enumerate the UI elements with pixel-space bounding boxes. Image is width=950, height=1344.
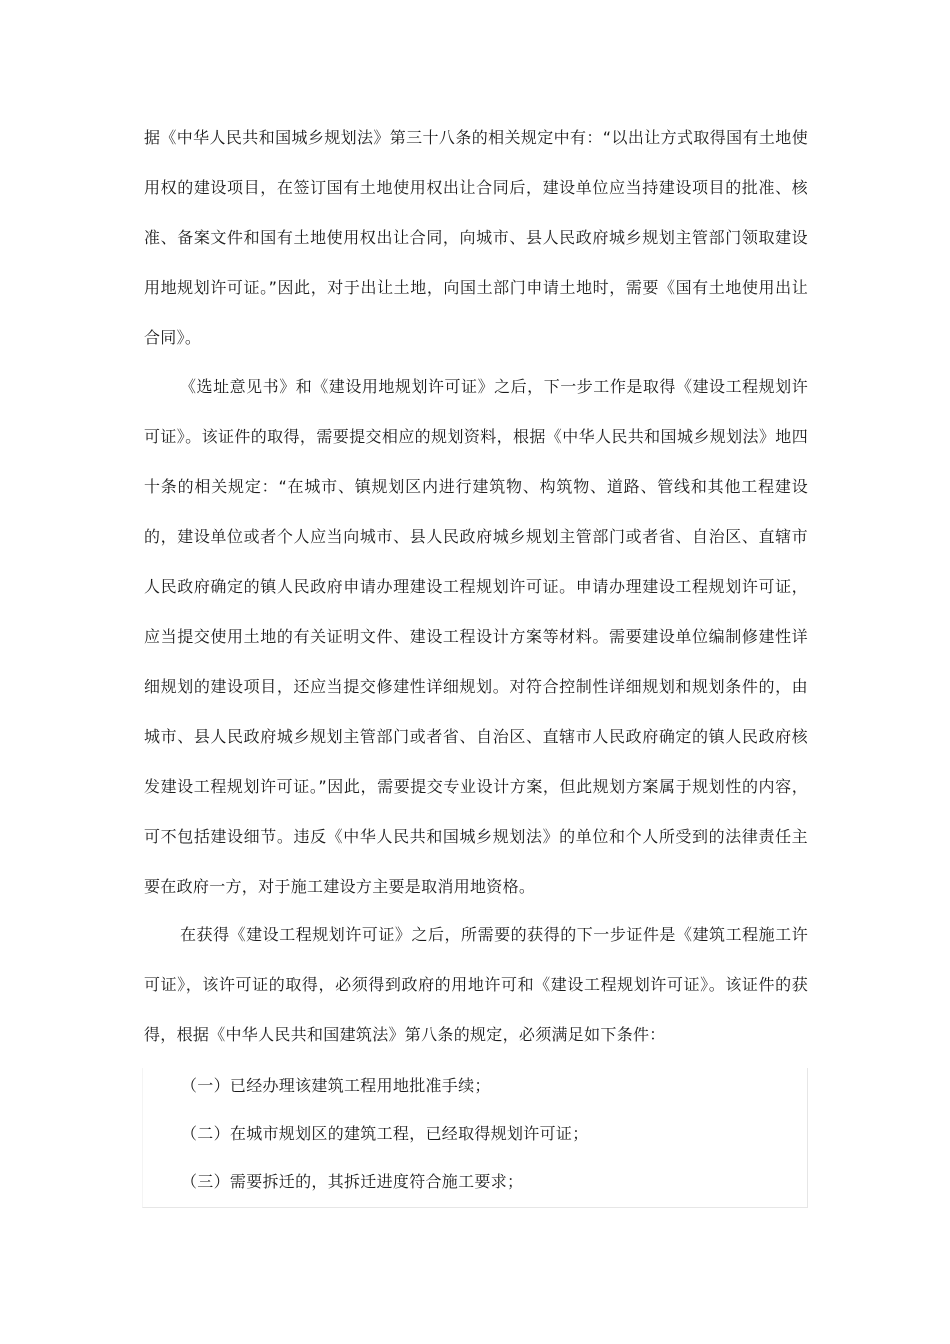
conditions-list (142, 1068, 808, 1208)
paragraph-planning-law-article-38: 据《中华人民共和国城乡规划法》第三十八条的相关规定中有：“以出让方式取得国有土地使用权的建设项目，在签订国有土地使用权出让合同后，建设单位应当持建设项目的批准、核准、备案文件和国有土地使用权出让合同，向城市、县人民政府城乡规划主管部门领取建设用地规划许可证。”因此，对于出让土地，向国土部门申请土地时，需要《国有土地使用出让合同》。 (144, 128, 808, 347)
list-item: （三）需要拆迁的，其拆迁进度符合施工要求； (181, 1172, 524, 1191)
paragraph-construction-work-permit: 在获得《建设工程规划许可证》之后，所需要的获得的下一步证件是《建筑工程施工许可证》，该许可证的取得，必须得到政府的用地许可和《建设工程规划许可证》。该证件的获得，根据《中华人民共和国建筑法》第八条的规定，必须满足如下条件： (144, 925, 808, 1044)
list-item: （一）已经办理该建筑工程用地批准手续； (181, 1076, 491, 1095)
paragraph-construction-planning-permit: 《选址意见书》和《建设用地规划许可证》之后，下一步工作是取得《建设工程规划许可证》。该证件的取得，需要提交相应的规划资料，根据《中华人民共和国城乡规划法》地四十条的相关规定：“在城市、镇规划区内进行建筑物、构筑物、道路、管线和其他工程建设的，建设单位或者个人应当向城市、县人民政府城乡规划主管部门或者省、自治区、直辖市人民政府确定的镇人民政府申请办理建设工程规划许可证。申请办理建设工程规划许可证，应当提交使用土地的有关证明文件、建设工程设计方案等材料。需要建设单位编制修建性详细规划的建设项目，还应当提交修建性详细规划。对符合控制性详细规划和规划条件的，由城市、县人民政府城乡规划主管部门或者省、自治区、直辖市人民政府确定的镇人民政府核发建设工程规划许可证。”因此，需要提交专业设计方案，但此规划方案属于规划性的内容，可不包括建设细节。违反《中华人民共和国城乡规划法》的单位和个人所受到的法律责任主要在政府一方，对于施工建设方主要是取消用地资格。 (144, 377, 808, 896)
list-item: （二）在城市规划区的建筑工程，已经取得规划许可证； (181, 1124, 589, 1143)
